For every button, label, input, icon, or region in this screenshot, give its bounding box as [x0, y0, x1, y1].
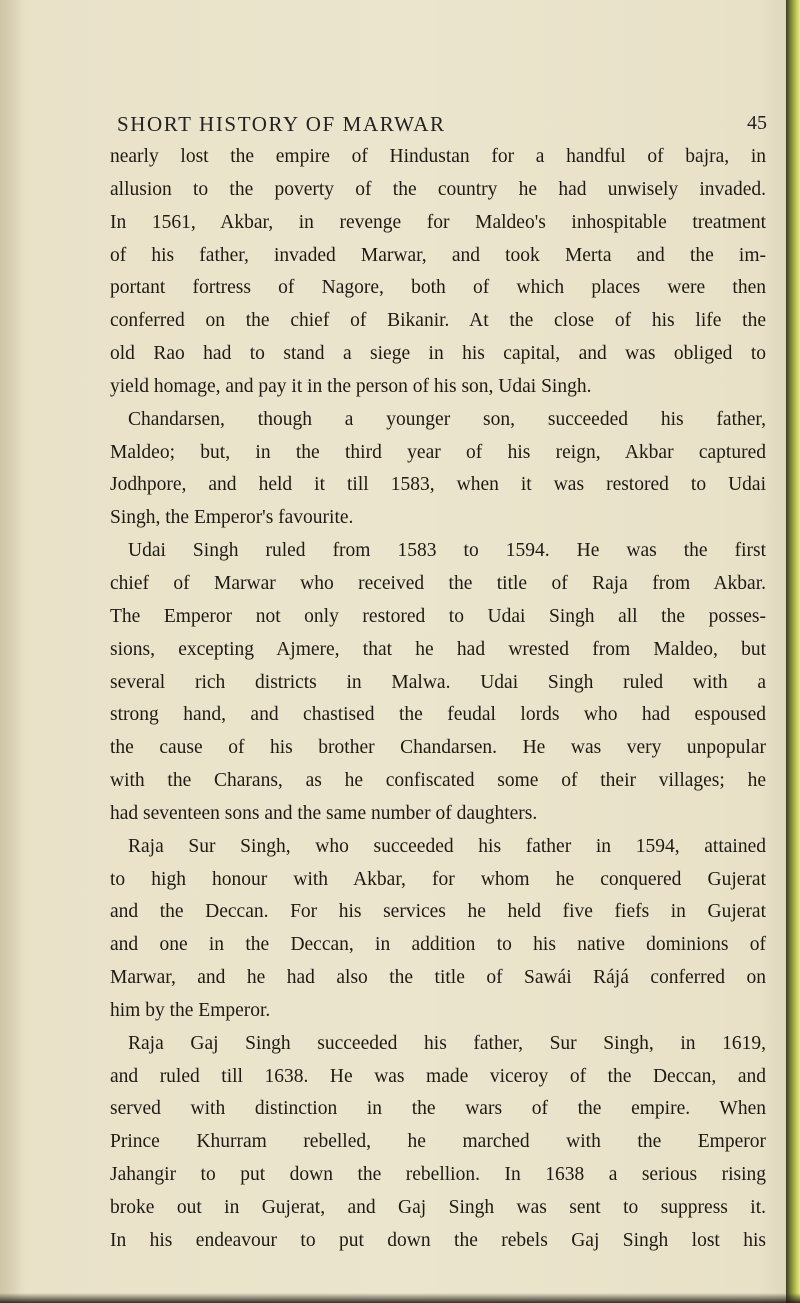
text-line: Jodhpore, and held it till 1583, when it was restored to Udai: [110, 474, 766, 496]
text-line: The Emperor not only restored to Udai Singh all the posses-: [110, 605, 766, 627]
text-line: Jahangir to put down the rebellion. In 1638 a serious rising: [110, 1164, 766, 1186]
text-line: Chandarsen, though a younger son, succeeded his father,: [128, 408, 766, 430]
text-line: several rich districts in Malwa. Udai Singh ruled with a: [110, 671, 766, 693]
page-gutter-shade: [0, 0, 22, 1303]
text-line: to high honour with Akbar, for whom he conquered Gujerat: [110, 868, 766, 890]
text-line: conferred on the chief of Bikanir. At the close of his life the: [110, 310, 766, 332]
text-line: Maldeo; but, in the third year of his reign, Akbar captured: [110, 441, 766, 463]
text-line: of his father, invaded Marwar, and took Merta and the im-: [110, 244, 766, 266]
binding-edge: [786, 0, 800, 1303]
text-line: sions, excepting Ajmere, that he had wrested from Maldeo, but: [110, 638, 766, 660]
text-line: allusion to the poverty of the country he had unwisely invaded.: [110, 178, 766, 200]
text-line: Udai Singh ruled from 1583 to 1594. He was the first: [128, 540, 766, 562]
text-line: Raja Sur Singh, who succeeded his father in 1594, attained: [128, 835, 766, 857]
running-head: [117, 112, 767, 138]
text-line: with the Charans, as he confiscated some of their villages; he: [110, 770, 766, 792]
text-line: and one in the Deccan, in addition to his native dominions of: [110, 934, 766, 956]
body-text: [110, 141, 766, 1258]
text-line: served with distinction in the wars of the empire. When: [110, 1098, 766, 1120]
text-line: yield homage, and pay it in the person of his son, Udai Singh.: [110, 375, 592, 397]
running-title: SHORT HISTORY OF MARWAR: [117, 112, 446, 136]
bottom-shadow: [0, 1293, 800, 1303]
text-line: the cause of his brother Chandarsen. He was very unpopular: [110, 737, 766, 759]
text-line: Prince Khurram rebelled, he marched with the Emperor: [110, 1131, 766, 1153]
text-line: had seventeen sons and the same number of daughters.: [110, 802, 538, 824]
text-line: portant fortress of Nagore, both of which places were then: [110, 277, 766, 299]
text-line: broke out in Gujerat, and Gaj Singh was sent to suppress it.: [110, 1197, 766, 1218]
page-number: 45: [747, 112, 767, 134]
text-line: old Rao had to stand a siege in his capital, and was obliged to: [110, 343, 766, 365]
text-line: In 1561, Akbar, in revenge for Maldeo's inhospitable treatment: [110, 211, 766, 233]
text-line: chief of Marwar who received the title of Raja from Akbar.: [110, 572, 766, 594]
text-line: Marwar, and he had also the title of Sawái Rájá conferred on: [110, 967, 766, 989]
text-line: strong hand, and chastised the feudal lords who had espoused: [110, 704, 766, 726]
text-line: Raja Gaj Singh succeeded his father, Sur Singh, in 1619,: [128, 1032, 766, 1054]
text-line: him by the Emperor.: [110, 999, 271, 1021]
text-line: nearly lost the empire of Hindustan for a handful of bajra, in: [110, 146, 766, 167]
text-line: Singh, the Emperor's favourite.: [110, 507, 354, 529]
text-line: and ruled till 1638. He was made viceroy of the Deccan, and: [110, 1065, 766, 1087]
text-line: In his endeavour to put down the rebels Gaj Singh lost his: [110, 1229, 766, 1251]
text-line: and the Deccan. For his services he held five fiefs in Gujerat: [110, 901, 766, 923]
